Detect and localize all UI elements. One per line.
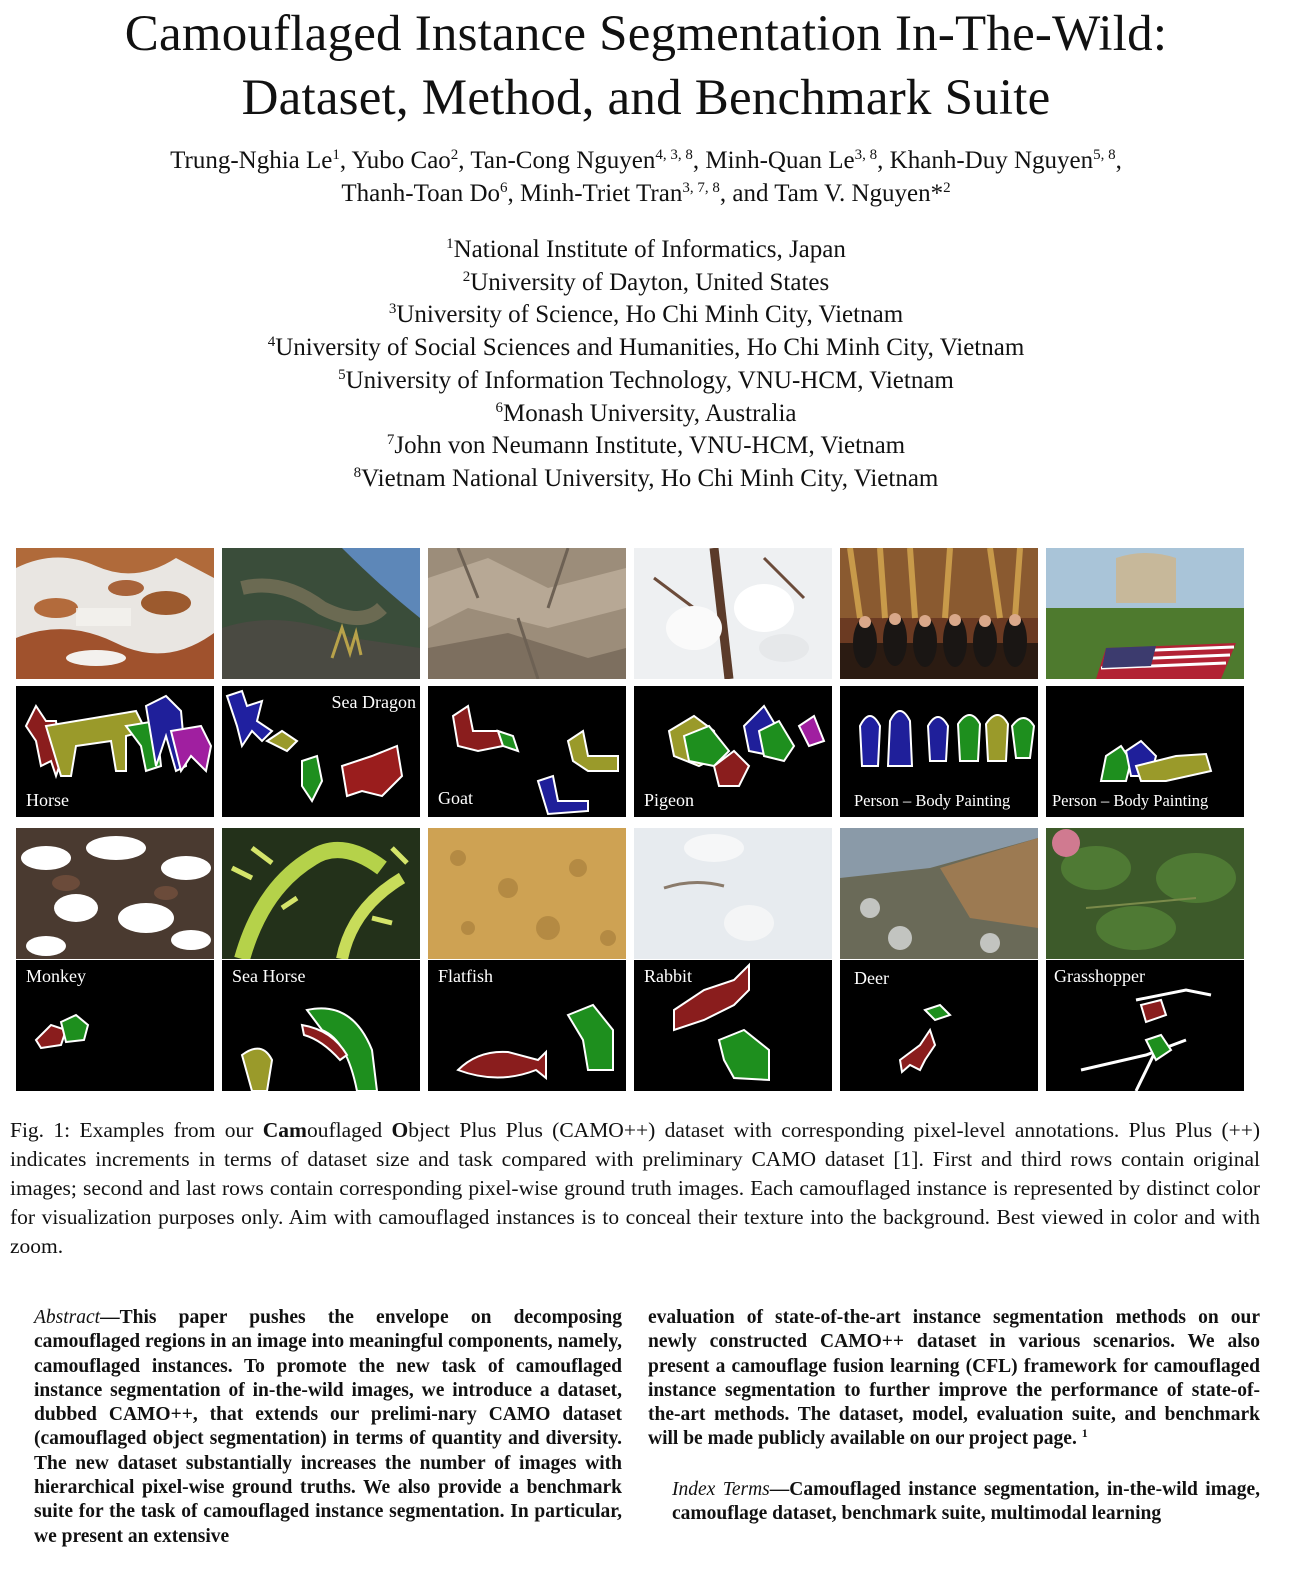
affiliation-text: University of Dayton, United States — [470, 268, 830, 296]
mask-label: Pigeon — [644, 790, 695, 810]
photo-deer — [840, 828, 1038, 959]
author: Khanh-Duy Nguyen — [889, 147, 1094, 174]
mask-sea-horse — [222, 960, 420, 1091]
mask-rabbit — [634, 960, 832, 1091]
abstract-label: Abstract — [34, 1307, 101, 1328]
author-list — [0, 144, 1292, 210]
caption-bold: Cam — [262, 1118, 307, 1142]
photo-rabbit — [634, 828, 832, 959]
paper-title — [0, 2, 1292, 130]
caption-prefix: Fig. 1: Examples from our — [10, 1118, 263, 1142]
affiliation — [0, 332, 1292, 365]
abstract-text: This paper pushes the envelope on decomposing camouflaged regions in an image into meaningful components, namely, camouflaged instances. To promote the new task of camouflaged instance segmentation of in-the-wild images, we introduce a dataset, dubbed CAMO++, that extends our prelimi-nary CAMO dataset (camouflaged object segmentation) in terms of quantity and diversity. The new dataset substantially increases the number of images with hierarchical pixel-wise ground truths. We also provide a benchmark suite for the task of camouflaged instance segmentation. In particular, we present an extensive — [34, 1307, 622, 1547]
author: Trung-Nghia Le — [170, 147, 333, 174]
abstract-dash: — — [100, 1307, 120, 1328]
photo-pigeon — [634, 548, 832, 679]
affiliation-sup: 1 — [446, 236, 454, 252]
affiliation — [0, 234, 1292, 267]
photo-goat — [428, 548, 626, 679]
abstract-continued — [648, 1306, 1260, 1452]
affiliation-list — [0, 234, 1292, 496]
title-line-1: Camouflaged Instance Segmentation In-The-Wild: — [124, 6, 1168, 62]
mask-label: Monkey — [26, 966, 86, 986]
author: Minh-Triet Tran — [520, 180, 683, 207]
mask-label: Deer — [854, 968, 889, 988]
author-sep: , — [339, 147, 352, 174]
mask-horse — [16, 686, 214, 817]
affiliation-sup: 2 — [462, 268, 471, 285]
photo-sea-dragon — [222, 548, 420, 679]
author-sup: 3, 7, 8 — [682, 180, 720, 196]
mask-label: Sea Dragon — [331, 692, 416, 712]
index-terms-text: Camouflaged instance segmentation, in-the-wild image, camouflage dataset, benchmark suite, multimodal learning — [672, 1478, 1260, 1525]
affiliation-sup: 6 — [495, 399, 503, 416]
affiliation — [0, 463, 1292, 496]
affiliation — [0, 299, 1292, 332]
affiliation-text: University of Information Technology, VNU-HCM, Vietnam — [345, 366, 954, 394]
affiliation-text: Vietnam National University, Ho Chi Minh City, Vietnam — [361, 464, 939, 492]
author-sup: 4, 3, 8 — [655, 147, 693, 163]
author-sep: , — [507, 180, 521, 207]
mask-label: Person – Body Painting — [854, 791, 1011, 810]
author-sep: , and — [719, 180, 775, 207]
author-line-1 — [0, 144, 1292, 177]
affiliation-text: National Institute of Informatics, Japan — [453, 236, 846, 263]
mask-label: Goat — [438, 788, 473, 808]
affiliation-sup: 7 — [386, 432, 395, 449]
affiliation-text: Monash University, Australia — [503, 399, 797, 427]
mask-label: Flatfish — [438, 966, 494, 986]
abstract-continued-text: evaluation of state-of-the-art instance segmentation methods on our newly constructed CAMO++ dataset in various scenarios. We also present a camouflage fusion learning (CFL) framework for camouflaged instance segmentation to further improve the performance of state-of-the-art methods. The dataset, model, evaluation suite, and benchmark will be made publicly available on our project page. — [648, 1307, 1260, 1450]
abstract-right-column — [648, 1306, 1260, 1526]
caption-text: ouflaged — [306, 1118, 392, 1142]
title-line-2: Dataset, Method, and Benchmark Suite — [241, 70, 1051, 126]
author-line-2 — [0, 177, 1292, 210]
author-sup: 6 — [500, 180, 508, 196]
footnote-mark: 1 — [1081, 1426, 1088, 1441]
photo-grasshopper — [1046, 828, 1244, 959]
figure-1-grid — [16, 548, 1254, 1096]
caption-text: bject Plus Plus (CAMO++) dataset with corresponding pixel-level annotations. Plus Plus (++) indicates increments in terms of dataset size and task compared with preliminary CAMO dataset [1]. First and third rows contain original images; second and last rows contain corresponding pixel-wise ground truth images. Each camouflaged instance is represented by distinct color for visualization purposes only. Aim with camouflaged instances is to conceal their texture into the background. Best viewed in color and with zoom. — [10, 1118, 1261, 1258]
author-sup: 5, 8 — [1093, 147, 1116, 163]
photo-sea-horse — [222, 828, 420, 959]
affiliation-sup: 5 — [338, 366, 346, 383]
mask-monkey — [16, 960, 214, 1091]
photo-monkey — [16, 828, 214, 959]
mask-label: Horse — [26, 790, 69, 810]
author-sup: 3, 8 — [854, 147, 878, 163]
photo-flatfish — [428, 828, 626, 959]
mask-goat — [428, 686, 626, 817]
author-sup: 2 — [943, 180, 951, 196]
affiliation-sup: 4 — [267, 334, 276, 351]
mask-flatfish — [428, 960, 626, 1091]
affiliation-text: University of Social Sciences and Humanities, Ho Chi Minh City, Vietnam — [275, 334, 1025, 362]
author: Yubo Cao — [351, 147, 451, 174]
author-sep: , — [458, 147, 471, 174]
author: Tan-Cong Nguyen — [470, 147, 656, 174]
photo-person-body-painting-2 — [1046, 548, 1244, 679]
caption-bold: O — [391, 1118, 409, 1142]
mask-label: Sea Horse — [232, 966, 306, 986]
mask-person-body-painting-1 — [840, 686, 1038, 817]
affiliation — [0, 398, 1292, 431]
index-terms-label: Index Terms — [672, 1478, 770, 1500]
mask-deer — [840, 960, 1038, 1091]
mask-sea-dragon — [222, 686, 420, 817]
affiliation-text: University of Science, Ho Chi Minh City, Vietnam — [396, 301, 904, 329]
affiliation — [0, 365, 1292, 398]
photo-horse — [16, 548, 214, 679]
mask-grasshopper — [1046, 960, 1244, 1091]
figure-caption — [10, 1116, 1260, 1261]
index-terms — [648, 1478, 1260, 1527]
author-sup: 2 — [450, 147, 459, 163]
abstract-left-column — [10, 1306, 622, 1549]
mask-label: Rabbit — [644, 966, 692, 986]
abstract — [10, 1306, 622, 1549]
mask-label: Grasshopper — [1054, 966, 1145, 986]
author-sep: , — [1115, 147, 1122, 174]
author-sep: , — [877, 147, 890, 174]
affiliation-text: John von Neumann Institute, VNU-HCM, Vietnam — [394, 432, 906, 460]
author-sep: , — [692, 147, 706, 174]
affiliation-sup: 3 — [388, 301, 397, 318]
mask-person-body-painting-2 — [1046, 686, 1244, 817]
mask-label: Person – Body Painting — [1052, 791, 1209, 810]
author: Minh-Quan Le — [705, 147, 855, 174]
author: Tam V. Nguyen* — [774, 180, 944, 207]
author: Thanh-Toan Do — [341, 180, 501, 207]
photo-person-body-painting-1 — [840, 548, 1038, 679]
affiliation — [0, 267, 1292, 300]
mask-pigeon — [634, 686, 832, 817]
affiliation — [0, 430, 1292, 463]
affiliation-sup: 8 — [353, 464, 362, 481]
author-sup: 1 — [332, 147, 340, 163]
index-terms-dash: — — [769, 1478, 790, 1500]
